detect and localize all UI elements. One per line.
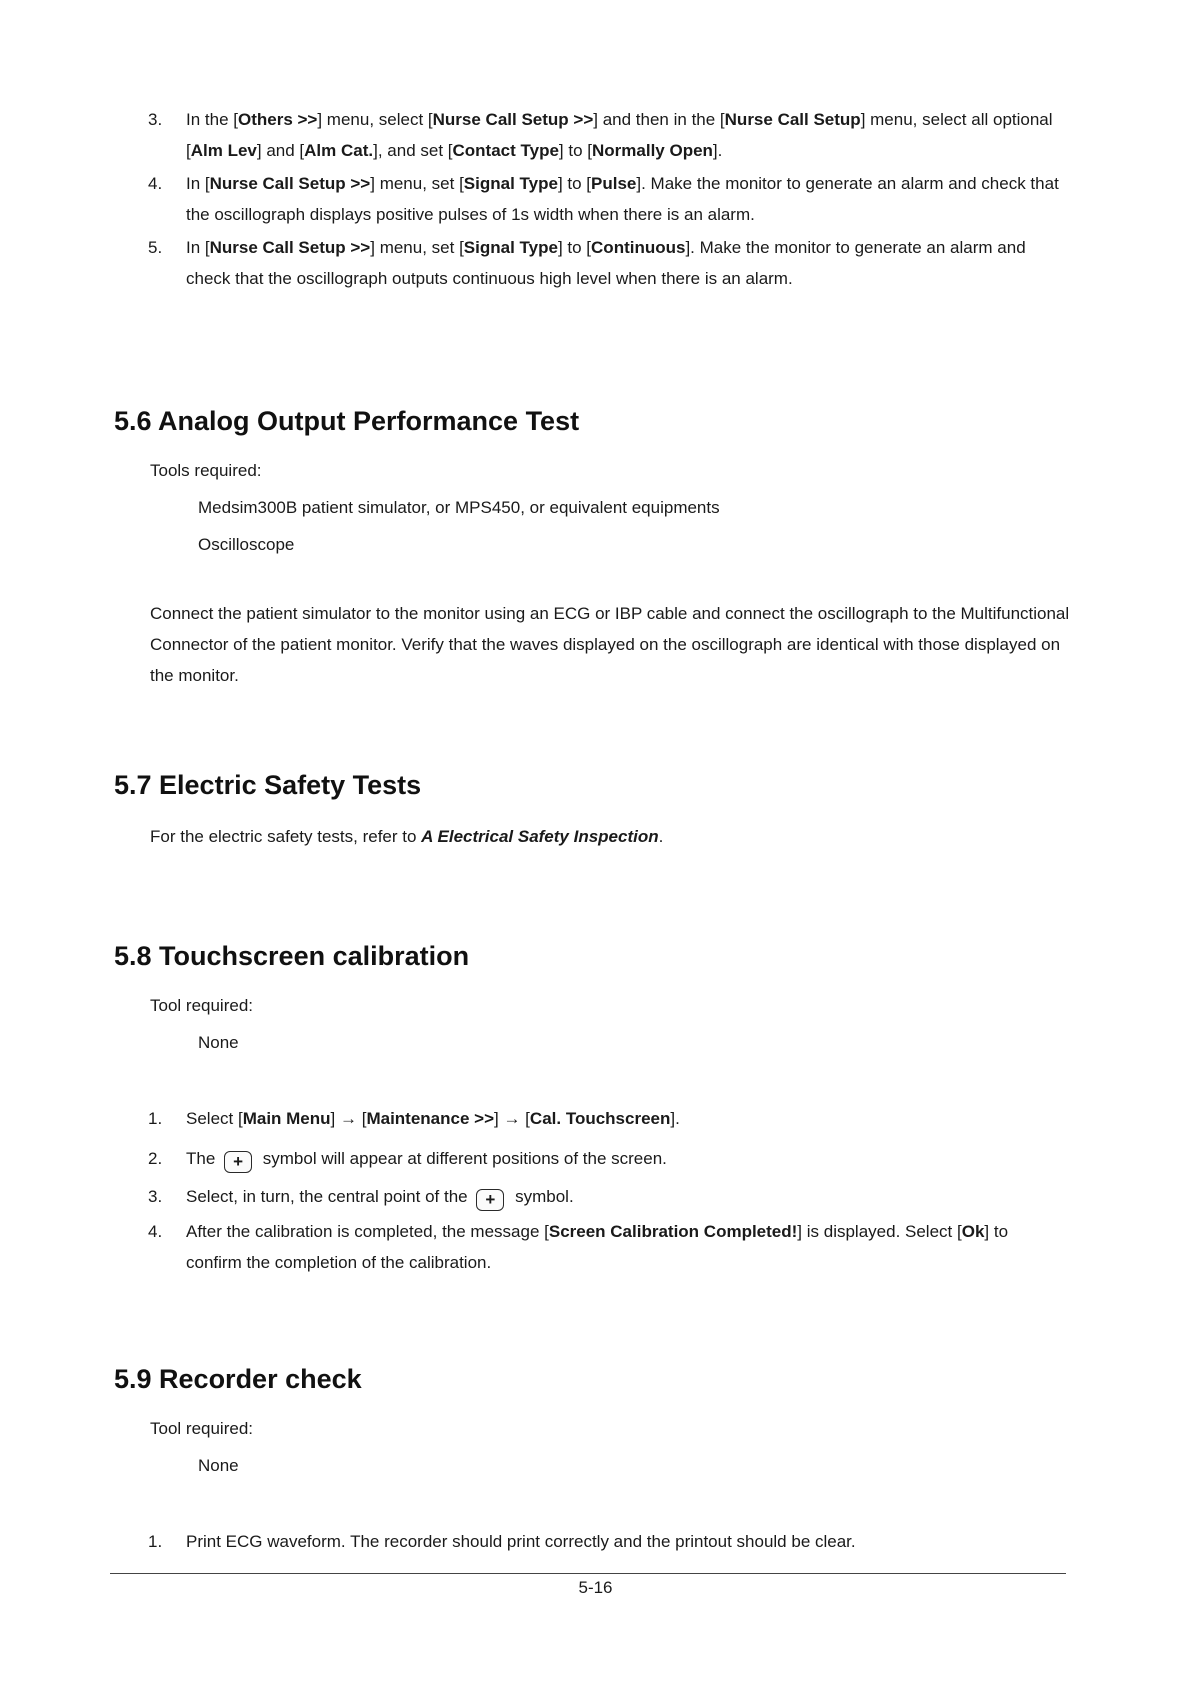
section-title-5-7: 5.7 Electric Safety Tests [114, 770, 422, 800]
step-number: 2. [148, 1149, 163, 1168]
step-text [186, 168, 1068, 230]
text-run: ] to [ [557, 238, 592, 257]
ui-label: Alm Lev [190, 141, 257, 160]
cross-reference-link[interactable]: A Electrical Safety Inspection [421, 827, 659, 846]
section-title-5-8: 5.8 Touchscreen calibration [114, 941, 470, 971]
text-run: ] is displayed. Select [ [797, 1222, 962, 1241]
section-body [150, 821, 1070, 852]
step-text [186, 232, 1068, 294]
text-run: ] menu, set [ [370, 238, 464, 257]
ui-label: Nurse Call Setup [724, 110, 861, 129]
ui-label: Alm Cat. [304, 141, 374, 160]
step-text: symbol. [515, 1187, 574, 1206]
section-title-5-9: 5.9 Recorder check [114, 1364, 362, 1394]
text-run: ] and [ [256, 141, 305, 160]
text-run: ] menu, set [ [370, 174, 464, 193]
ui-label: Main Menu [242, 1109, 331, 1128]
text-run: Select [ [186, 1109, 243, 1128]
tools-label: Tools required: [150, 461, 262, 480]
tool-item: None [198, 1033, 239, 1052]
step-number: 3. [148, 1187, 163, 1206]
step-text [186, 1216, 1068, 1278]
text-run: ], and set [ [373, 141, 453, 160]
step-text [186, 1103, 1068, 1134]
text-run: After the calibration is completed, the message [ [186, 1222, 549, 1241]
text-run: In [ [186, 238, 210, 257]
body-text: For the electric safety tests, refer to [150, 827, 422, 846]
step-text: symbol will appear at different positions of the screen. [262, 1149, 667, 1168]
text-run: ] to [ [558, 141, 592, 160]
body-text: . [658, 827, 664, 846]
ui-label: Normally Open [592, 141, 713, 160]
ui-label: Ok [961, 1222, 985, 1241]
text-run: ] menu, select [ [317, 110, 433, 129]
text-run: ] → [ [330, 1109, 367, 1128]
ui-label: Nurse Call Setup >> [209, 174, 371, 193]
text-run: ] to [ [557, 174, 592, 193]
ui-label: Continuous [591, 238, 686, 257]
text-run: ] and then in the [ [593, 110, 725, 129]
calibration-plus-icon: + [224, 1151, 252, 1173]
tool-item: None [198, 1456, 239, 1475]
step-number: 1. [148, 1532, 163, 1551]
step-text [186, 104, 1068, 166]
text-run: ] → [ [494, 1109, 530, 1128]
text-run: ] menu, select all optional [ [186, 110, 1053, 160]
step-number: 5. [148, 238, 163, 257]
text-run: ]. Make the monitor to generate an alarm and check that the oscillograph displays positive pulses of 1s width when there is an alarm. [186, 174, 1059, 224]
tool-item: Medsim300B patient simulator, or MPS450, or equivalent equipments [198, 498, 720, 517]
text-run: ]. [712, 141, 723, 160]
tool-label: Tool required: [150, 1419, 254, 1438]
ui-label: Contact Type [452, 141, 559, 160]
text-run: In [ [186, 174, 210, 193]
ui-label: Screen Calibration Completed! [548, 1222, 798, 1241]
text-run: ]. [670, 1109, 680, 1128]
step-number: 4. [148, 1222, 163, 1241]
page-number: 5-16 [578, 1578, 613, 1597]
step-text: Print ECG waveform. The recorder should print correctly and the printout should be clear. [186, 1532, 856, 1551]
ui-label: Signal Type [463, 238, 558, 257]
ui-label: Signal Type [463, 174, 558, 193]
step-number: 4. [148, 174, 163, 193]
text-run: ] to confirm the completion of the calibration. [186, 1222, 1009, 1272]
text-run: In the [ [186, 110, 238, 129]
ui-label: Maintenance >> [366, 1109, 495, 1128]
calibration-plus-icon: + [476, 1189, 504, 1211]
step-number: 1. [148, 1109, 163, 1128]
step-text: Select, in turn, the central point of the [186, 1187, 468, 1206]
step-number: 3. [148, 110, 163, 129]
ui-label: Pulse [591, 174, 637, 193]
section-body: Connect the patient simulator to the monitor using an ECG or IBP cable and connect the oscillograph to the Multifunctional Connector of the patient monitor. Verify that the waves displayed on the oscillograph are identical with those displayed on the monitor. [150, 604, 1070, 685]
section-title-5-6: 5.6 Analog Output Performance Test [114, 406, 580, 436]
tool-label: Tool required: [150, 996, 254, 1015]
tool-item: Oscilloscope [198, 535, 295, 554]
step-text: The [186, 1149, 216, 1168]
ui-label: Nurse Call Setup >> [432, 110, 594, 129]
ui-label: Nurse Call Setup >> [209, 238, 371, 257]
ui-label: Cal. Touchscreen [529, 1109, 671, 1128]
text-run: ]. Make the monitor to generate an alarm and check that the oscillograph outputs continuous high level when there is an alarm. [186, 238, 1026, 288]
ui-label: Others >> [237, 110, 318, 129]
